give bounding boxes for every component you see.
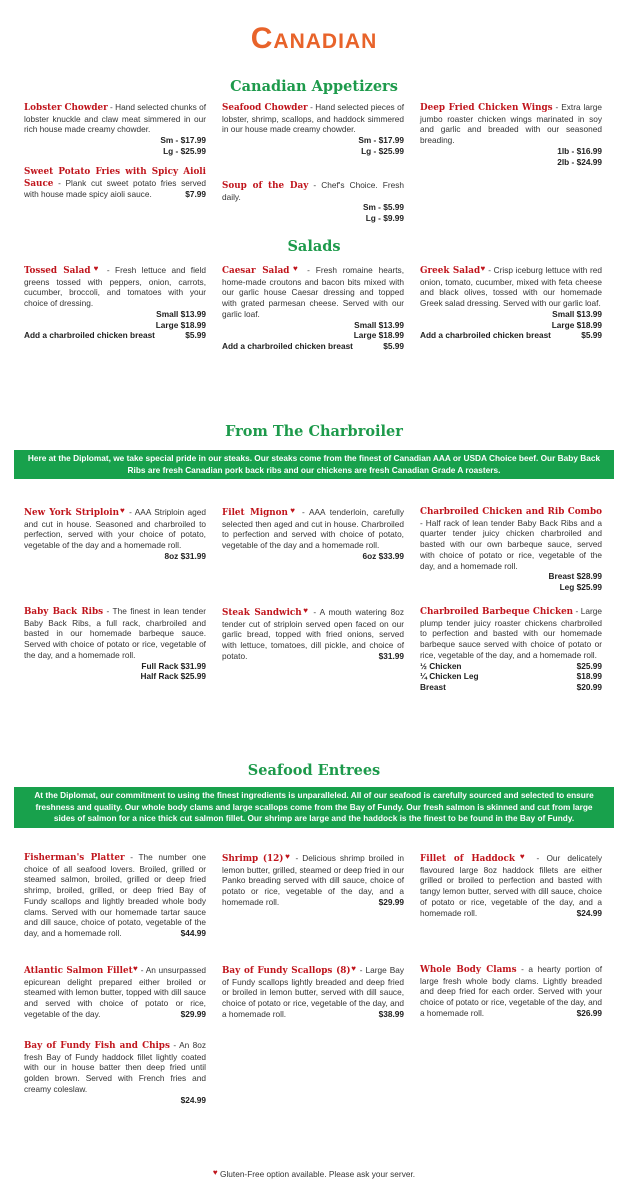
price-large: Lg - $25.99 <box>361 145 404 156</box>
item-name: Caesar Salad <box>222 266 290 276</box>
gluten-free-heart-icon: ♥ <box>90 264 102 273</box>
menu-item-fish-and-chips: Bay of Fundy Fish and Chips - An 8oz fresh Bay of Fundy haddock fillet lightly coated with our in house batter then deep fried until golden brown. Served with French fries and creamy coleslaw. $24.99 <box>24 1040 206 1105</box>
price-large: Large $18.99 <box>155 319 206 330</box>
item-name: Seafood Chowder <box>222 103 308 113</box>
item-price: $24.99 <box>180 1094 206 1105</box>
item-name: Soup of the Day <box>222 181 309 191</box>
option-price: $25.99 <box>576 660 602 671</box>
price-full-rack: Full Rack $31.99 <box>141 660 206 671</box>
menu-item-seafood-chowder: Seafood Chowder - Hand selected pieces of lobster, shrimp, scallops, and haddock simmered in our house made creamy chowder. Sm - $17.99 Lg - $25.99 <box>222 102 405 156</box>
item-name: Steak Sandwich <box>222 608 302 618</box>
addon-row <box>222 341 404 352</box>
menu-item-ny-striploin: New York Striploin♥ - AAA Striploin aged and cut in house. Seasoned and charbroiled to perfection, served with your choice of potato, vegetable of the day and a homemade roll. 8oz $31.99 <box>24 506 206 561</box>
item-name: Fillet of Haddock <box>420 854 515 864</box>
menu-item-sweet-potato-fries: Sweet Potato Fries with Spicy Aioli Sauce - Plank cut sweet potato fries served with house made spicy aioli sauce. $7.99 <box>24 167 207 200</box>
item-description: Chef's Choice. Fresh daily. <box>222 180 404 202</box>
menu-item-shrimp: Shrimp (12)♥ - Delicious shrimp broiled in lemon butter, grilled, steamed or deep fried in our Panko breading served with dill sauce, choice of potato or rice, vegetable of the day, and a homemade roll. $29.99 <box>222 852 405 907</box>
menu-item-chicken-wings: Deep Fried Chicken Wings - Extra large jumbo roaster chicken wings marinated in soy and garlic and breaded with our seasoned breading. 1lb - $16.99 2lb - $24.99 <box>420 102 602 167</box>
item-name: Charbroiled Chicken and Rib Combo <box>420 507 602 517</box>
price-breast: Breast $28.99 <box>548 571 602 582</box>
gluten-free-heart-icon: ♥ <box>301 606 310 615</box>
option-label: Breast <box>420 681 446 692</box>
item-name: Bay of Fundy Scallops (8) <box>222 966 351 976</box>
addon-price: $5.99 <box>383 340 404 351</box>
item-description: Plank cut sweet potato fries served with house made spicy aioli sauce. <box>24 177 207 200</box>
item-description: a hearty portion of large fresh whole body clams. Lightly breaded and deep fried for each order. Served with your choice of potato or rice, vegetable of the day, and a homemade roll. <box>420 964 603 1018</box>
addon-label: Add a charbroiled chicken breast <box>222 340 353 351</box>
option-row <box>420 661 602 672</box>
item-price: 6oz $33.99 <box>362 550 404 561</box>
menu-item-baby-back-ribs: Baby Back Ribs - The finest in lean tender Baby Back Ribs, a full rack, charbroiled and basted in our homemade barbeque sauce. Served with choice of potato or rice, vegetable of the day, and a homemade roll. Full Rack $31.99 Half Rack $25.99 <box>24 606 206 682</box>
item-name: Lobster Chowder <box>24 103 108 113</box>
menu-item-bbq-chicken: Charbroiled Barbeque Chicken - Large plump tender juicy roaster chickens charbroiled to perfection and basted with our homemade barbeque sauce served with choice of potato or rice, vegetable of the day, and a homemade roll. ½ Chicken $25.99 ¼ Chicken Leg $18.99 Breast $20.99 <box>420 606 602 692</box>
gluten-free-footnote <box>0 1168 628 1179</box>
item-price: 8oz $31.99 <box>164 550 206 561</box>
addon-row <box>420 330 602 341</box>
item-name: Greek Salad <box>420 266 481 276</box>
menu-item-whole-body-clams: Whole Body Clams - a hearty portion of large fresh whole body clams. Lightly breaded and deep fried for each order. Served with your choice of potato or rice, vegetable of the day, and a homemade roll. $26.99 <box>420 964 603 1018</box>
item-price: $38.99 <box>378 1008 404 1019</box>
menu-item-fillet-of-haddock: Fillet of Haddock♥ - Our delicately flavoured large 8oz haddock fillets are either grilled or broiled to perfection and basted with tangy lemon butter, served with dill sauce, choice of potato or rice, vegetable of the day, and a homemade roll. $24.99 <box>420 852 602 918</box>
price-large: Lg - $25.99 <box>163 145 206 156</box>
item-description: The number one choice of all seafood lovers. Broiled, grilled or steamed salmon, broiled, grilled or deep fried shrimp, broiled, grilled, or deep fried Bay of Fundy scallops and lightly breaded whole body clams. Served with our homemade tartar sauce and dill sauce, choice of potato, vegetable of the day, and a homemade roll. <box>24 852 206 938</box>
item-name: Shrimp (12) <box>222 854 284 864</box>
item-description: Our delicately flavoured large 8oz haddock fillets are either grilled or broiled to perfection and basted with tangy lemon butter, served with dill sauce, choice of potato or rice, vegetable of the day, and a homemade roll. <box>420 853 602 918</box>
price-small: Sm - $17.99 <box>160 135 206 146</box>
item-price: $26.99 <box>576 1007 602 1018</box>
section-title-salads: Salads <box>287 238 341 255</box>
menu-item-lobster-chowder: Lobster Chowder - Hand selected chunks of lobster knuckle and claw meat simmered in our rich house made creamy chowder. Sm - $17.99 Lg - $25.99 <box>24 102 207 156</box>
section-title-appetizers: Canadian Appetizers <box>230 78 398 95</box>
item-price: $7.99 <box>185 189 206 200</box>
option-label: ¼ Chicken Leg <box>420 671 479 682</box>
option-row <box>420 671 602 682</box>
item-description: An unsurpassed epicurean delight prepared either broiled or steamed with lemon butter, topped with dill sauce and served with choice of potato or rice, vegetable of the day. <box>24 965 206 1019</box>
item-description: A mouth watering 8oz tender cut of striploin served open faced on our garlic bread, topped with fried onions, served with lettuce, tomatoes, dill pickle, and choice of potato. <box>222 607 404 661</box>
addon-label: Add a charbroiled chicken breast <box>24 330 155 341</box>
item-description: Delicious shrimp broiled in lemon butter, grilled, steamed or deep fried in our Panko breading served with dill sauce, choice of potato or rice, vegetable of the day, and a homemade roll. <box>222 853 405 907</box>
option-label: ½ Chicken <box>420 660 462 671</box>
item-description: Half rack of lean tender Baby Back Ribs and a quarter tender juicy chicken charbroiled and basted with our own barbeque sauce, served with choice of potato or rice, vegetable of the day, and a homemade roll. <box>420 517 602 571</box>
menu-item-greek-salad: Greek Salad♥ - Crisp iceburg lettuce with red onion, tomato, cucumber, mixed with feta cheese and black olives, tossed with our homemade Greek salad dressing. Served with our garlic loaf. Small $13.99 Large $18.99 Add a charbroiled chicken breast $5.99 <box>420 264 602 341</box>
addon-price: $5.99 <box>185 330 206 341</box>
item-name: Bay of Fundy Fish and Chips <box>24 1041 170 1051</box>
item-price: $29.99 <box>180 1008 206 1019</box>
item-description: AAA Striploin aged and cut in house. Seasoned and charbroiled to perfection, served with your choice of potato, vegetable of the day and a homemade roll. <box>24 507 206 551</box>
price-small: Small $13.99 <box>156 308 206 319</box>
price-large: Large $18.99 <box>551 319 602 330</box>
menu-item-steak-sandwich: Steak Sandwich♥ - A mouth watering 8oz tender cut of striploin served open faced on our garlic bread, topped with fried onions, served with lettuce, tomatoes, dill pickle, and choice of potato. $31.99 <box>222 606 404 661</box>
gluten-free-heart-icon: ♥ <box>350 964 357 973</box>
item-description: Hand selected chunks of lobster knuckle and claw meat simmered in our rich house made creamy chowder. <box>24 102 207 135</box>
addon-row <box>24 330 206 341</box>
item-price: $31.99 <box>378 650 404 661</box>
charbroiler-banner: Here at the Diplomat, we take special pride in our steaks. Our steaks come from the finest of Canadian AAA or USDA Choice beef. Our Baby Back Ribs are fresh Canadian pork back ribs and our chickens are fresh Canadian Grade A roasters. <box>14 450 614 479</box>
page-title: Canadian <box>250 22 378 55</box>
item-description: Large Bay of Fundy scallops lightly breaded and deep fried or broiled in lemon butter, served with dill sauce, choice of potato or rice, vegetable of the day, and a homemade roll. <box>222 965 404 1019</box>
item-price: $24.99 <box>576 907 602 918</box>
option-price: $20.99 <box>576 681 602 692</box>
item-name: Whole Body Clams <box>420 965 517 975</box>
gluten-free-heart-icon: ♥ <box>289 264 302 273</box>
item-name: Atlantic Salmon Fillet <box>24 966 133 976</box>
item-description: AAA tenderloin, carefully selected then aged and cut in house. Charbroiled to perfection and served with choice of potato, vegetable of the day and a homemade roll. <box>222 507 405 551</box>
price-large: Lg - $9.99 <box>365 213 404 224</box>
gluten-free-heart-icon: ♥ <box>212 1168 218 1177</box>
price-small: Sm - $5.99 <box>362 202 404 213</box>
item-name: New York Striploin <box>24 508 119 518</box>
gluten-free-heart-icon: ♥ <box>515 852 530 861</box>
addon-price: $5.99 <box>581 330 602 341</box>
item-description: Fresh lettuce and field greens tossed with peppers, onion, carrots, cucumber, broccoli, and tomatoes with your choice of dressing. <box>24 265 207 309</box>
menu-item-fishermans-platter: Fisherman's Platter - The number one choice of all seafood lovers. Broiled, grilled or steamed salmon, broiled, grilled or deep fried shrimp, broiled, grilled, or deep fried Bay of Fundy scallops and lightly breaded whole body clams. Served with our homemade tartar sauce and dill sauce, choice of potato, vegetable of the day, and a homemade roll. $44.99 <box>24 852 206 938</box>
item-name: Filet Mignon <box>222 508 288 518</box>
menu-item-caesar-salad: Caesar Salad♥ - Fresh romaine hearts, home-made croutons and bacon bits mixed with our garlic house Caesar dressing and topped with grated parmesan cheese. Served with our garlic loaf. Small $13.99 Large $18.99 Add a charbroiled chicken breast $5.99 <box>222 264 404 351</box>
gluten-free-heart-icon: ♥ <box>480 264 486 273</box>
item-name: Sweet Potato Fries with Spicy Aioli Sauce <box>24 167 206 189</box>
item-description: Hand selected pieces of lobster, shrimp, scallops, and haddock simmered in our house made creamy chowder. <box>222 102 405 135</box>
item-name: Deep Fried Chicken Wings <box>420 103 553 113</box>
gluten-free-heart-icon: ♥ <box>287 506 298 515</box>
menu-item-atlantic-salmon: Atlantic Salmon Fillet♥ - An unsurpassed epicurean delight prepared either broiled or steamed with lemon butter, topped with dill sauce and served with choice of potato or rice, vegetable of the day. $29.99 <box>24 964 206 1019</box>
item-description: Crisp iceburg lettuce with red onion, tomato, cucumber, mixed with feta cheese and black olives, tossed with our homemade Greek salad dressing. Served with our garlic loaf. <box>420 265 602 309</box>
item-description: The finest in lean tender Baby Back Ribs, a full rack, charbroiled and basted in our homemade barbeque sauce. Served with choice of potato or rice, vegetable of the day, and a homemade roll. <box>24 606 206 660</box>
menu-item-filet-mignon: Filet Mignon♥ - AAA tenderloin, carefully selected then aged and cut in house. Charbroiled to perfection and served with choice of potato, vegetable of the day and a homemade roll. 6oz $33.99 <box>222 506 405 561</box>
price-leg: Leg $25.99 <box>559 581 602 592</box>
gluten-free-heart-icon: ♥ <box>119 506 126 515</box>
option-row <box>420 682 602 693</box>
item-price: $29.99 <box>378 896 404 907</box>
item-price: $44.99 <box>180 927 206 938</box>
gluten-free-heart-icon: ♥ <box>283 852 292 861</box>
item-description: Extra large jumbo roaster chicken wings marinated in soy and garlic and breaded with our seasoned breading. <box>420 102 602 146</box>
price-small: Sm - $17.99 <box>358 135 404 146</box>
item-description: Fresh romaine hearts, home-made croutons and bacon bits mixed with our garlic house Caesar dressing and topped with grated parmesan cheese. Served with our garlic loaf. <box>222 265 404 319</box>
addon-label: Add a charbroiled chicken breast <box>420 330 551 341</box>
item-name: Fisherman's Platter <box>24 853 125 863</box>
price-half-rack: Half Rack $25.99 <box>140 671 206 682</box>
price-large: Large $18.99 <box>353 330 404 341</box>
price-1lb: 1lb - $16.99 <box>557 145 602 156</box>
menu-item-chicken-rib-combo: Charbroiled Chicken and Rib Combo - Half rack of lean tender Baby Back Ribs and a quarter tender juicy chicken charbroiled and basted with our own barbeque sauce, served with choice of potato or rice, vegetable of the day, and a homemade roll. Breast $28.99 Leg $25.99 <box>420 507 602 592</box>
section-title-charbroiler: From The Charbroiler <box>225 423 403 440</box>
footnote-text: Gluten-Free option available. Please ask your server. <box>219 1169 416 1179</box>
item-description: Large plump tender juicy roaster chickens charbroiled to perfection and basted with our homemade barbeque sauce served with choice of potato or rice, vegetable of the day, and a homemade roll. <box>420 606 602 660</box>
menu-item-tossed-salad: Tossed Salad♥ - Fresh lettuce and field greens tossed with peppers, onion, carrots, cucumber, broccoli, and tomatoes with your choice of dressing. Small $13.99 Large $18.99 Add a charbroiled chicken breast $5.99 <box>24 264 207 341</box>
item-description: An 8oz fresh Bay of Fundy haddock fillet lightly coated with our in house batter then deep fried until golden brown. Served with French fries and creamy coleslaw. <box>24 1040 206 1094</box>
item-name: Charbroiled Barbeque Chicken <box>420 607 574 617</box>
price-small: Small $13.99 <box>354 319 404 330</box>
menu-item-soup-of-the-day: Soup of the Day - Chef's Choice. Fresh daily. Sm - $5.99 Lg - $9.99 <box>222 180 404 224</box>
menu-item-scallops: Bay of Fundy Scallops (8)♥ - Large Bay of Fundy scallops lightly breaded and deep fried or broiled in lemon butter, served with dill sauce, choice of potato or rice, vegetable of the day, and a homemade roll. $38.99 <box>222 964 404 1019</box>
option-price: $18.99 <box>576 671 602 682</box>
price-2lb: 2lb - $24.99 <box>557 156 602 167</box>
item-name: Baby Back Ribs <box>24 607 104 617</box>
section-title-seafood: Seafood Entrees <box>247 762 381 779</box>
seafood-banner: At the Diplomat, our commitment to using the finest ingredients is unparalleled. All of our seafood is carefully sourced and selected to ensure freshness and quality. Our whole body clams and large scallops come from the Bay of Fundy. Our fresh salmon is skinned and cut from large sides of salmon for a nice thick cut salmon fillet. Our shrimp are large and the haddock is the finest to be found in the Bay of Fundy. <box>14 787 614 828</box>
item-name: Tossed Salad <box>24 266 91 276</box>
gluten-free-heart-icon: ♥ <box>132 964 139 973</box>
price-small: Small $13.99 <box>552 308 602 319</box>
